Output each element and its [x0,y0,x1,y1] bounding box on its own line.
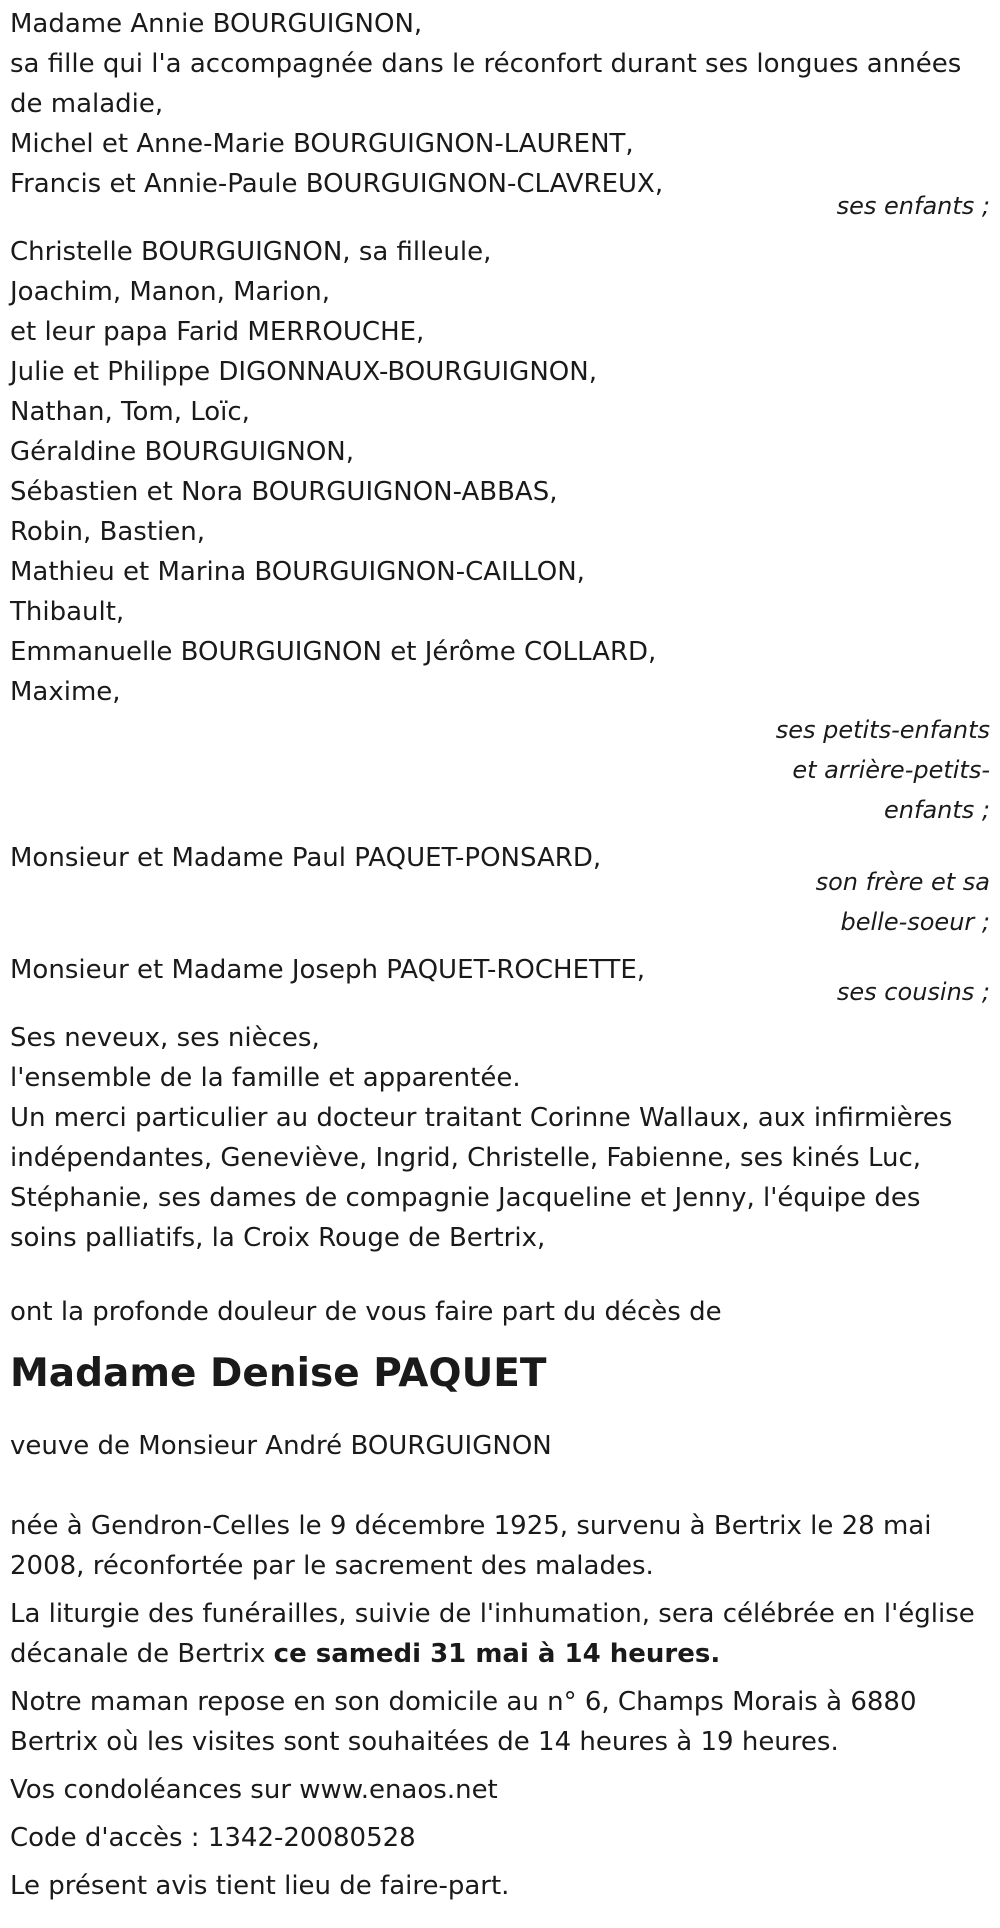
announcement-section [10,1292,1000,1906]
daughter-name: Madame Annie BOURGUIGNON, [10,9,423,39]
children-label: ses enfants ; [836,192,990,220]
nephews-nieces: Ses neveux, ses nièces, [10,1023,320,1053]
cousins-section [10,950,1000,1010]
whole-family: l'ensemble de la famille et apparentée. [10,1063,521,1093]
grandchild-line: Sébastien et Nora BOURGUIGNON-ABBAS, [10,477,558,507]
funeral-liturgy [10,1594,985,1674]
announcement-intro: ont la profonde douleur de vous faire part du décès de [10,1297,722,1327]
sibling-section [10,838,1000,942]
liturgy-date: ce samedi 31 mai à 14 heures. [273,1639,721,1669]
children-couple-2: Francis et Annie-Paule BOURGUIGNON-CLAVREUX, [10,169,664,199]
birth-death-info: née à Gendron-Celles le 9 décembre 1925, survenu à Bertrix le 28 mai 2008, réconfortée par le sacrement des malades. [10,1511,932,1581]
thanks-paragraph: Un merci particulier au docteur traitant Corinne Wallaux, aux infirmières indépendantes, Geneviève, Ingrid, Christelle, Fabienne, ses kinés Luc, Stéphanie, ses dames de compagnie Jacqueline et Jenny, l'équipe des soins palliatifs, la Croix Rouge de Bertrix, [10,1103,953,1253]
grandchild-line: Robin, Bastien, [10,517,206,547]
grandchild-line: Christelle BOURGUIGNON, sa filleule, [10,237,492,267]
widow-of: veuve de Monsieur André BOURGUIGNON [10,1431,552,1461]
rest-place-info: Notre maman repose en son domicile au n° 6, Champs Morais à 6880 Bertrix où les visites sont souhaitées de 14 heures à 19 heures. [10,1687,917,1757]
extended-family-section [10,1018,1000,1258]
grandchild-line: et leur papa Farid MERROUCHE, [10,317,425,347]
grandchild-line: Maxime, [10,677,121,707]
grandchild-line: Thibault, [10,597,125,627]
liturgy-text: La liturgie des funérailles, suivie de l'inhumation, sera célébrée en l'église décanale de Bertrix [10,1599,975,1669]
children-couple-1: Michel et Anne-Marie BOURGUIGNON-LAURENT, [10,129,634,159]
grandchildren-section [10,232,1000,830]
deceased-name: Madame Denise PAQUET [10,1351,547,1396]
brother-label-2: belle-soeur ; [840,908,990,936]
grandchildren-label-1: ses petits-enfants [775,716,990,744]
cousins-couple: Monsieur et Madame Joseph PAQUET-ROCHETTE, [10,955,646,985]
grandchild-line: Emmanuelle BOURGUIGNON et Jérôme COLLARD, [10,637,657,667]
grandchild-line: Joachim, Manon, Marion, [10,277,331,307]
cousins-label: ses cousins ; [836,978,990,1006]
condolences-info: Vos condoléances sur www.enaos.net [10,1775,498,1805]
grandchild-line: Julie et Philippe DIGONNAUX-BOURGUIGNON, [10,357,597,387]
grandchildren-label-3: enfants ; [884,796,990,824]
brother-label-1: son frère et sa [815,868,990,896]
grandchildren-label-2: et arrière-petits- [792,756,990,784]
daughter-note: sa fille qui l'a accompagnée dans le réconfort durant ses longues années de maladie, [10,49,962,119]
notice-statement: Le présent avis tient lieu de faire-part. [10,1871,510,1901]
grandchild-line: Géraldine BOURGUIGNON, [10,437,355,467]
children-section [10,4,1000,224]
brother-couple: Monsieur et Madame Paul PAQUET-PONSARD, [10,843,602,873]
grandchild-line: Nathan, Tom, Loïc, [10,397,250,427]
access-code: Code d'accès : 1342-20080528 [10,1823,416,1853]
grandchild-line: Mathieu et Marina BOURGUIGNON-CAILLON, [10,557,585,587]
